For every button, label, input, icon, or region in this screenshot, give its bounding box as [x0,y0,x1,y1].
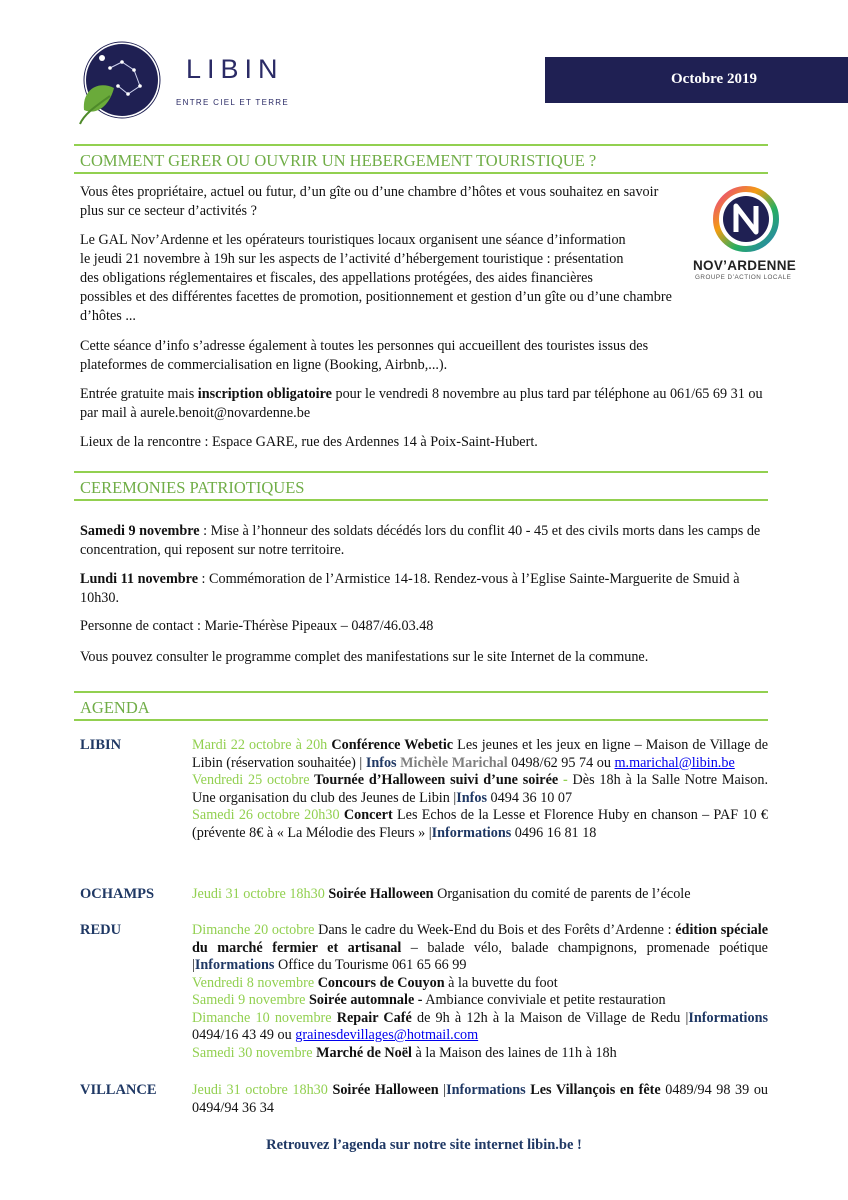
agenda-event: Samedi 26 octobre 20h30 Concert Les Echos de la Lesse et Florence Huby en chanson – PAF 10 € (prévente 8€ à « La Mélodie des Fleurs » |Informations 0496 16 81 18 [192,807,768,841]
paragraph: Le GAL Nov’Ardenne et les opérateurs touristiques locaux organisent une séance d’information le jeudi 21 novembre à 19h sur les aspects de l’activité d’hébergement touristique : présentation des obligations réglementaires et fiscales, des appellations protégées, des aides financières possibles et des différentes facettes de promotion, positionnement et gestion d’un gîte ou d’une chambre d’hôtes ... [80,232,672,324]
agenda-event: Jeudi 31 octobre 18h30 Soirée Halloween Organisation du comité de parents de l’école [192,886,691,902]
agenda-event: Dimanche 20 octobre Dans le cadre du Week-End du Bois et des Forêts d’Ardenne : édition spéciale du marché fermier et artisanal – balade vélo, balade champignons, promenade poétique |Informations Office du Tourisme 061 65 66 99 [192,922,769,973]
issue-date: Octobre 2019 [545,57,848,103]
brand-tagline: ENTRE CIEL ET TERRE [176,98,290,107]
ceremony-item: Samedi 9 novembre : Mise à l’honneur des soldats décédés lors du conflit 40 - 45 et des civils morts dans les camps de concentration, qui reposent sur notre territoire. [80,523,761,558]
agenda-event: Vendredi 8 novembre Concours de Couyon à la buvette du foot [192,974,558,991]
section-heading-agenda: AGENDA [74,691,768,721]
novardenne-subtitle: GROUPE D’ACTION LOCALE [695,274,792,281]
ceremony-program: Vous pouvez consulter le programme complet des manifestations sur le site Internet de la commune. [80,649,649,665]
paragraph-location: Lieux de la rencontre : Espace GARE, rue des Ardennes 14 à Poix-Saint-Hubert. [80,434,538,450]
agenda-event: Samedi 30 novembre Marché de Noël à la Maison des laines de 11h à 18h [192,1044,617,1061]
section-heading-ceremonies: CEREMONIES PATRIOTIQUES [74,471,768,501]
ceremony-item: Lundi 11 novembre : Commémoration de l’Armistice 14-18. Rendez-vous à l’Eglise Sainte-Marguerite de Smuid à 10h30. [80,571,740,606]
agenda-event: Mardi 22 octobre à 20h Conférence Webetic Les jeunes et les jeux en ligne – Maison de Village de Libin (réservation souhaitée) | Infos Michèle Marichal 0498/62 95 74 ou m.marichal@libin.be [192,737,768,771]
novardenne-name: NOV’ARDENNE [693,258,797,273]
paragraph-registration: Entrée gratuite mais inscription obligatoire pour le vendredi 8 novembre au plus tard par téléphone au 061/65 69 31 ou par mail à aurele.benoit@novardenne.be [80,386,763,421]
email-link[interactable]: m.marichal@libin.be [614,754,735,771]
novardenne-logo [713,186,779,252]
paragraph: Cette séance d’info s’adresse également à toutes les personnes qui accueillent des touristes issus des plateformes de commercialisation en ligne (Booking, Airbnb,...). [80,338,649,373]
agenda-libin [192,737,768,842]
ceremony-contact: Personne de contact : Marie-Thérèse Pipeaux – 0487/46.03.48 [80,618,434,634]
agenda-ochamps [192,886,768,904]
section-heading-hebergement: COMMENT GERER OU OUVRIR UN HEBERGEMENT TOURISTIQUE ? [74,144,768,174]
libin-logo [76,40,166,130]
village-villance: VILLANCE [80,1082,157,1098]
brand-name: LIBIN [186,54,284,84]
agenda-event: Jeudi 31 octobre 18h30 Soirée Halloween |Informations Les Villançois en fête 0489/94 98 39 ou 0494/94 36 34 [192,1082,769,1116]
agenda-event: Samedi 9 novembre Soirée automnale - Ambiance conviviale et petite restauration [192,992,666,1008]
email-link[interactable]: grainesdevillages@hotmail.com [295,1027,479,1043]
agenda-event: Vendredi 25 octobre Tournée d’Halloween suivi d’une soirée - Dès 18h à la Salle Notre Maison. Une organisation du club des Jeunes de Libin |Infos 0494 36 10 07 [192,772,768,806]
agenda-redu [192,922,768,1062]
paragraph: Vous êtes propriétaire, actuel ou futur, d’un gîte ou d’une chambre d’hôtes et vous souhaitez en savoir plus sur ce secteur d’activités ? [80,184,659,219]
village-ochamps: OCHAMPS [80,886,155,902]
footer-note: Retrouvez l’agenda sur notre site internet libin.be ! [266,1137,582,1153]
agenda-event: Dimanche 10 novembre Repair Café de 9h à 12h à la Maison de Village de Redu |Informations 0494/16 43 49 ou grainesdevillages@hotmail.com [192,1009,769,1043]
village-redu: REDU [80,922,122,938]
agenda-villance [192,1082,768,1117]
village-libin: LIBIN [80,737,122,753]
